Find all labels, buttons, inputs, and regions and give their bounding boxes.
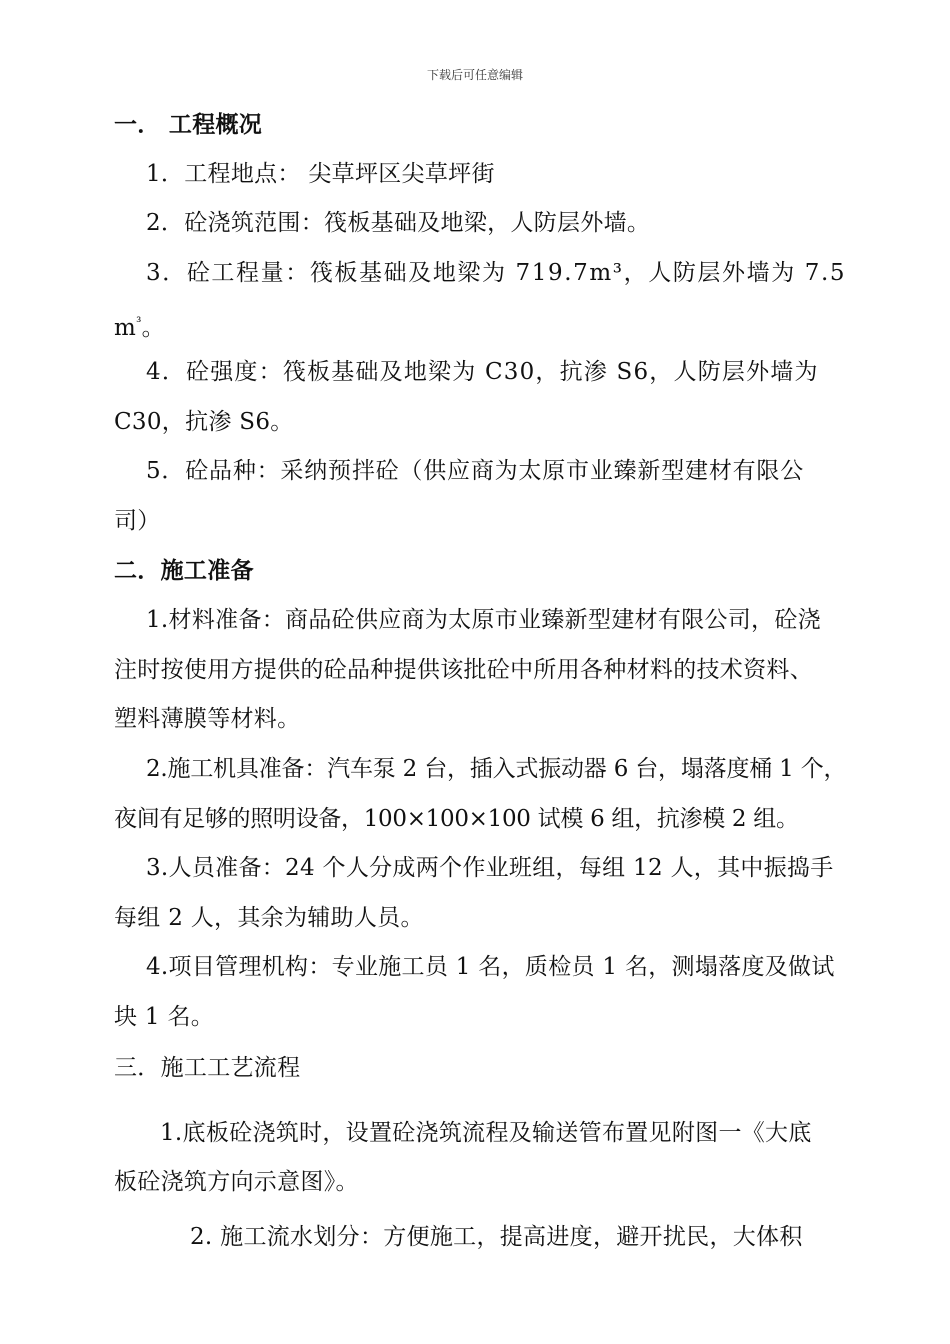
section-3-title: 三．施工工艺流程 [114,1055,301,1081]
paragraph-line: 5．砼品种：采纳预拌砼（供应商为太原市业臻新型建材有限公 [146,458,805,484]
paragraph-line: 1.材料准备：商品砼供应商为太原市业臻新型建材有限公司，砼浇 [146,607,821,633]
paragraph-line: 2.施工机具准备：汽车泵 2 台，插入式振动器 6 台，塌落度桶 1 个， [146,756,847,782]
punctuation-text: 。 [141,315,165,341]
paragraph-line: 2．砼浇筑范围：筏板基础及地梁，人防层外墙。 [146,210,651,236]
paragraph-line [114,308,165,343]
paragraph-line: 4．砼强度：筏板基础及地梁为 C30，抗渗 S6，人防层外墙为 [146,359,819,385]
paragraph-line: 每组 2 人，其余为辅助人员。 [114,905,424,931]
paragraph-line: 1.底板砼浇筑时，设置砼浇筑流程及输送管布置见附图一《大底 [160,1120,812,1146]
paragraph-line: 4.项目管理机构：专业施工员 1 名，质检员 1 名，测塌落度及做试 [146,954,835,980]
section-2-title: 二．施工准备 [114,557,254,584]
section-1-title: 一． 工程概况 [114,111,263,138]
paragraph-line: 夜间有足够的照明设备，100×100×100 试模 6 组，抗渗模 2 组。 [114,806,799,832]
paragraph-line: 司） [114,508,161,534]
paragraph-line: 板砼浇筑方向示意图》。 [114,1169,359,1195]
unit-text: m [114,315,137,341]
page-header: 下载后可任意编辑 [426,68,523,82]
superscript-text: ³ [136,315,142,330]
paragraph-line: 1．工程地点： 尖草坪区尖草坪街 [146,161,495,187]
paragraph-line: 塑料薄膜等材料。 [114,706,301,732]
paragraph-line: 2. 施工流水划分：方便施工，提高进度，避开扰民，大体积 [190,1224,803,1250]
paragraph-line: C30，抗渗 S6。 [114,409,294,435]
paragraph-line: 注时按使用方提供的砼品种提供该批砼中所用各种材料的技术资料、 [114,657,813,683]
paragraph-line: 3．砼工程量：筏板基础及地梁为 719.7m³，人防层外墙为 7.5 [146,260,847,286]
paragraph-line: 块 1 名。 [114,1004,215,1030]
paragraph-line: 3.人员准备：24 个人分成两个作业班组，每组 12 人，其中振捣手 [146,855,834,881]
